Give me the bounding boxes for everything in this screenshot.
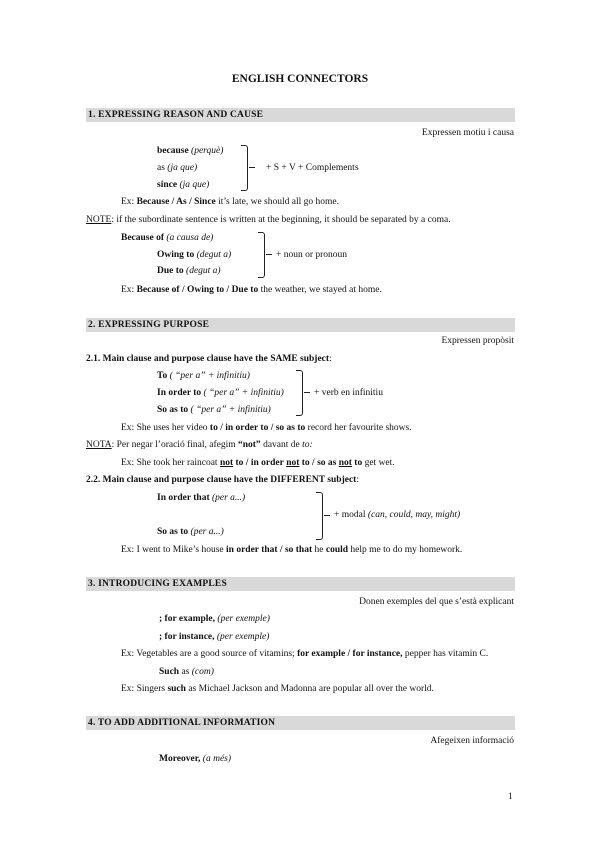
structure-4: + modal (can, could, may, might)	[334, 510, 461, 520]
section-4-heading: 4. TO ADD ADDITIONAL INFORMATION	[88, 718, 276, 728]
example-2: Ex: Because of / Owing to / Due to the weather, we stayed at home.	[121, 285, 382, 295]
brace-4-tick	[324, 515, 330, 516]
connector-as: as (ja que)	[157, 163, 198, 173]
brace-3-tick	[304, 392, 310, 393]
structure-1: + S + V + Complements	[266, 163, 359, 173]
connector-in-order-that: In order that (per a...)	[157, 493, 246, 503]
note-1: NOTE: if the subordinate sentence is written at the beginning, it should be separated by a coma.	[86, 215, 451, 225]
subsection-2-2: 2.2. Main clause and purpose clause have the DIFFERENT subject:	[86, 475, 359, 485]
connector-so-as-to: So as to ( “per a” + infinitiu)	[157, 405, 271, 415]
connector-in-order-to: In order to ( “per a” + infinitiu)	[157, 388, 284, 398]
brace-3	[296, 370, 303, 416]
brace-2	[258, 232, 265, 278]
section-4-subtitle: Afegeixen informació	[430, 736, 514, 746]
connector-moreover: Moreover, (a més)	[159, 754, 232, 764]
connector-since: since (ja que)	[157, 180, 210, 190]
example-4: Ex: She took her raincoat not to / in order not to / so as not to get wet.	[121, 458, 395, 468]
brace-1-tick	[249, 167, 255, 168]
connector-to: To ( “per a” + infinitiu)	[157, 371, 250, 381]
brace-2-tick	[266, 254, 272, 255]
brace-1	[241, 145, 248, 191]
section-3-heading: 3. INTRODUCING EXAMPLES	[88, 579, 227, 589]
example-3: Ex: She uses her video to / in order to / so as to record her favourite shows.	[121, 423, 412, 433]
connector-owing-to: Owing to (degut a)	[157, 250, 232, 260]
structure-3: + verb en infinitiu	[314, 388, 383, 398]
page-number: 1	[508, 792, 513, 802]
section-2-subtitle: Expressen propòsit	[441, 336, 514, 346]
example-6: Ex: Vegetables are a good source of vitamins; for example / for instance, pepper has vitamin C.	[121, 649, 489, 659]
connector-for-instance: ; for instance, (per exemple)	[159, 632, 270, 642]
example-5: Ex: I went to Mike’s house in order that / so that he could help me to do my homework.	[121, 545, 463, 555]
connector-because-of: Because of (a causa de)	[121, 233, 214, 243]
connector-so-as-to-2: So as to (per a...)	[157, 527, 224, 537]
connector-for-example: ; for example, (per exemple)	[159, 614, 270, 624]
subsection-2-1: 2.1. Main clause and purpose clause have the SAME subject:	[86, 354, 332, 364]
section-1-subtitle: Expressen motiu i causa	[421, 128, 514, 138]
section-2-heading: 2. EXPRESSING PURPOSE	[88, 320, 210, 330]
section-3-subtitle: Donen exemples del que s’està explicant	[359, 597, 514, 607]
example-7: Ex: Singers such as Michael Jackson and Madonna are popular all over the world.	[121, 684, 434, 694]
connector-such-as: Such as (com)	[159, 667, 214, 677]
section-1-heading: 1. EXPRESSING REASON AND CAUSE	[88, 110, 264, 120]
brace-4	[316, 492, 323, 540]
connector-because: because (perquè)	[157, 146, 224, 156]
page-title: ENGLISH CONNECTORS	[231, 73, 369, 85]
example-1: Ex: Because / As / Since it’s late, we should all go home.	[121, 197, 339, 207]
structure-2: + noun or pronoun	[276, 250, 348, 260]
nota-1: NOTA: Per negar l’oració final, afegim “not” davant de to:	[86, 440, 313, 450]
connector-due-to: Due to (degut a)	[157, 266, 221, 276]
